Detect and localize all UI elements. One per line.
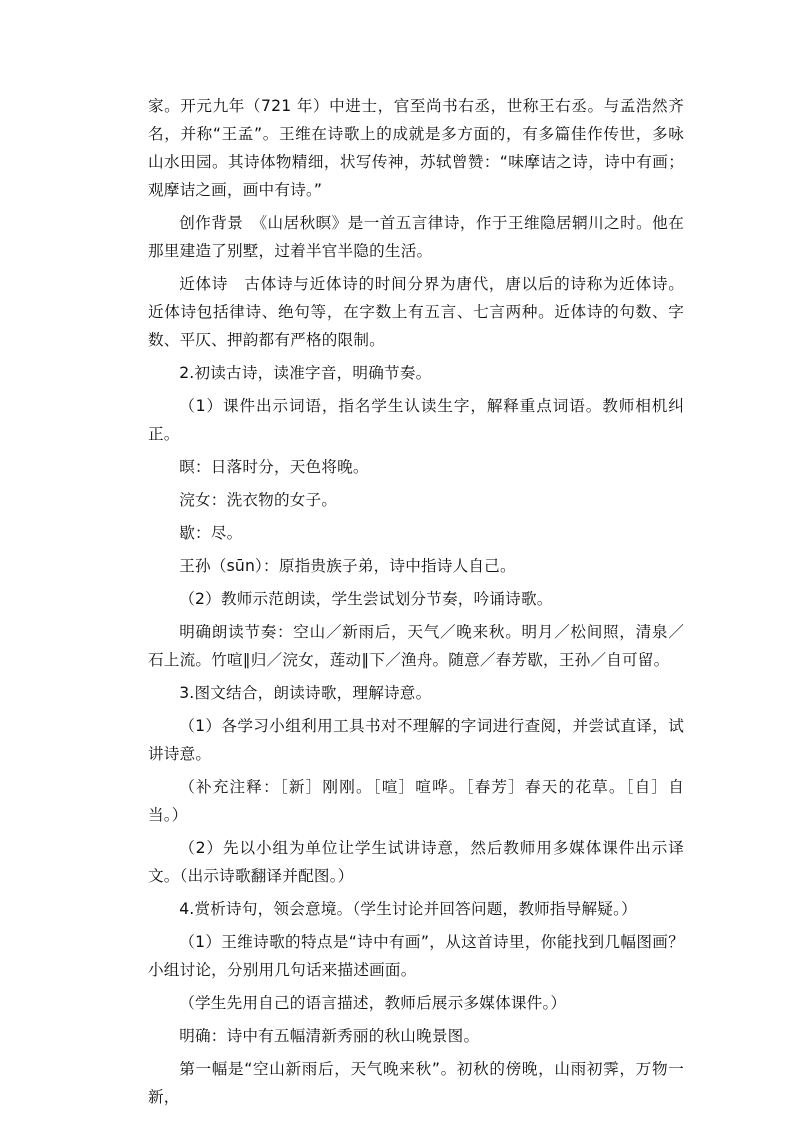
paragraph-step-3-2: （2）先以小组为单位让学生试讲诗意，然后教师用多媒体课件出示译文。（出示诗歌翻译并配图。） (148, 839, 684, 885)
paragraph-clarify: 明确：诗中有五幅清新秀丽的秋山晚景图。 (179, 1027, 480, 1045)
heading-step-2: 2.初读古诗，读准字音，明确节奏。 (179, 364, 432, 382)
paragraph-student-describe: （学生先用自己的语言描述，教师后展示多媒体课件。） (179, 994, 567, 1012)
paragraph-step-4-1: （1）王维诗歌的特点是“诗中有画”，从这首诗里，你能找到几幅图画？小组讨论，分别用几句话来描述画面。 (148, 933, 684, 979)
definition-wangsun: 王孙（sūn）：原指贵族子弟，诗中指诗人自己。 (179, 557, 516, 575)
paragraph-rhythm: 明确朗读节奏：空山／新雨后，天气／晚来秋。明月／松间照，清泉／石上流。竹喧∥归／浣女，莲动∥下／渔舟。随意／春芳歇，王孙／自可留。 (148, 623, 684, 669)
definition-ming: 暝：日落时分，天色将晚。 (179, 458, 369, 476)
paragraph-author-intro: 家。开元九年（721 年）中进士，官至尚书右丞，世称王右丞。与孟浩然齐名，并称“王孟”。王维在诗歌上的成就是多方面的，有多篇佳作传世，多咏山水田园。其诗体物精细，状写传神，苏轼曾赞：“味摩诘之诗，诗中有画；观摩诘之画，画中有诗。” (148, 97, 684, 199)
paragraph-step-2-2: （2）教师示范朗读，学生尝试划分节奏，吟诵诗歌。 (179, 590, 553, 608)
paragraph-notes: （补充注释：［新］刚刚。［喧］喧哗。［春芳］春天的花草。［自］自当。） (148, 778, 684, 824)
heading-step-3: 3.图文结合，朗读诗歌，理解诗意。 (179, 684, 432, 702)
paragraph-modern-poetry: 近体诗 古体诗与近体诗的时间分界为唐代，唐以后的诗称为近体诗。近体诗包括律诗、绝句等，在字数上有五言、七言两种。近体诗的句数、字数、平仄、押韵都有严格的限制。 (148, 275, 684, 349)
paragraph-step-2-1: （1）课件出示词语，指名学生认读生字，解释重点词语。教师相机纠正。 (148, 397, 684, 443)
paragraph-step-3-1: （1）各学习小组利用工具书对不理解的字词进行查阅，并尝试直译，试讲诗意。 (148, 717, 684, 763)
definition-huannv: 浣女：洗衣物的女子。 (179, 491, 338, 509)
paragraph-creation-background: 创作背景 《山居秋暝》是一首五言律诗，作于王维隐居辋川之时。他在那里建造了别墅，过着半官半隐的生活。 (148, 214, 684, 260)
document-body (148, 92, 684, 1116)
paragraph-first-picture: 第一幅是“空山新雨后，天气晚来秋”。初秋的傍晚，山雨初霁，万物一新， (148, 1060, 684, 1106)
heading-step-4: 4.赏析诗句，领会意境。（学生讨论并回答问题，教师指导解疑。） (179, 900, 637, 918)
definition-xie: 歇：尽。 (179, 524, 243, 542)
